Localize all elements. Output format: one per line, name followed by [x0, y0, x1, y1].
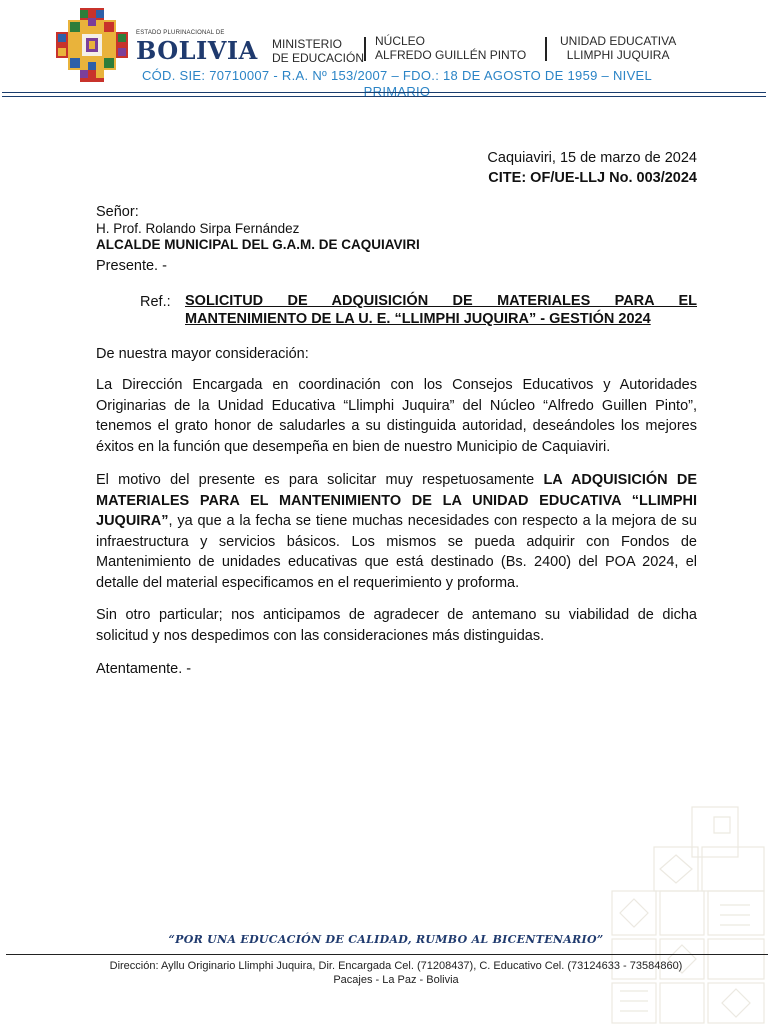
paragraph-closing: Sin otro particular; nos anticipamos de agradecer de antemano su viabilidad de dicha solicitud y nos despedimos con las consideraciones más distinguidas. [96, 607, 697, 644]
ref-subject: SOLICITUD DE ADQUISICIÓN DE MATERIALES PARA EL MANTENIMIENTO DE LA U. E. “LLIMPHI JUQUIRA” - GESTIÓN 2024 [185, 293, 697, 327]
header-rule [2, 92, 766, 93]
ref-label: Ref.: [140, 294, 171, 310]
greeting: De nuestra mayor consideración: [96, 346, 309, 362]
closing: Atentamente. - [96, 661, 192, 677]
letter-date: Caquiaviri, 15 de marzo de 2024 [487, 150, 697, 166]
header-divider [545, 37, 547, 61]
nucleo-line2: ALFREDO GUILLÉN PINTO [375, 48, 527, 62]
salutation: Señor: [96, 204, 139, 220]
header-divider [364, 37, 366, 61]
request-emphasis: LA ADQUISICIÓN DE MATERIALES PARA EL MANTENIMIENTO DE LA UNIDAD EDUCATIVA “LLIMPHI JUQUIRA” [96, 472, 697, 529]
sie-registration-line: CÓD. SIE: 70710007 - R.A. Nº 153/2007 – FDO.: 18 DE AGOSTO DE 1959 – NIVEL PRIMARIO [141, 68, 653, 99]
nucleo-label [375, 34, 526, 62]
andean-pattern-watermark [610, 805, 768, 1024]
unidad-line1: UNIDAD EDUCATIVA [560, 34, 677, 48]
ministerio-label [272, 37, 364, 65]
unidad-label [560, 34, 676, 62]
paragraph-request [96, 470, 697, 593]
letter-cite: CITE: OF/UE-LLJ No. 003/2024 [488, 170, 697, 186]
ministerio-line1: MINISTERIO [272, 37, 343, 51]
footer-rule [6, 954, 768, 955]
institutional-motto: “POR UNA EDUCACIÓN DE CALIDAD, RUMBO AL BICENTENARIO” [168, 933, 604, 946]
recipient-name: H. Prof. Rolando Sirpa Fernández [96, 221, 300, 236]
request-intro: El motivo del presente es para solicitar muy respetuosamente [96, 472, 544, 488]
footer-address [60, 959, 732, 987]
ministerio-line2: DE EDUCACIÓN [272, 51, 365, 65]
paragraph-intro: La Dirección Encargada en coordinación con los Consejos Educativos y Autoridades Originarias de la Unidad Educativa “Llimphi Juquira” del Núcleo “Alfredo Guillen Pinto”, tenemos el grato honor de saludarles a su distinguida autoridad, deseándoles los mejores éxitos en la función que desempeña en bien de nuestro Municipio de Caquiaviri. [96, 377, 697, 455]
presente-line: Presente. - [96, 258, 167, 274]
request-details: , ya que a la fecha se tiene muchas necesidades con respecto a la mejora de su infraestructura y servicios básicos. Los mismos se pueda adquirir con Fondos de Mantenimiento de unidades educativas que está destinado (Bs. 2400) del POA 2024, el detalle del material especificamos en el requerimiento y proforma. [96, 513, 697, 591]
unidad-line2: LLIMPHI JUQUIRA [566, 48, 670, 62]
logo-state-label: ESTADO PLURINACIONAL DE [136, 30, 225, 36]
address-line-1: Dirección: Ayllu Originario Llimphi Juquira, Dir. Encargada Cel. (71208437), C. Educativo Cel. (73124633 - 73584860) [109, 960, 683, 972]
nucleo-line1: NÚCLEO [375, 34, 426, 48]
address-line-2: Pacajes - La Paz - Bolivia [333, 974, 459, 986]
logo-country-name: BOLIVIA [136, 36, 258, 65]
recipient-title: ALCALDE MUNICIPAL DEL G.A.M. DE CAQUIAVIRI [96, 237, 420, 252]
header-rule [2, 96, 766, 97]
